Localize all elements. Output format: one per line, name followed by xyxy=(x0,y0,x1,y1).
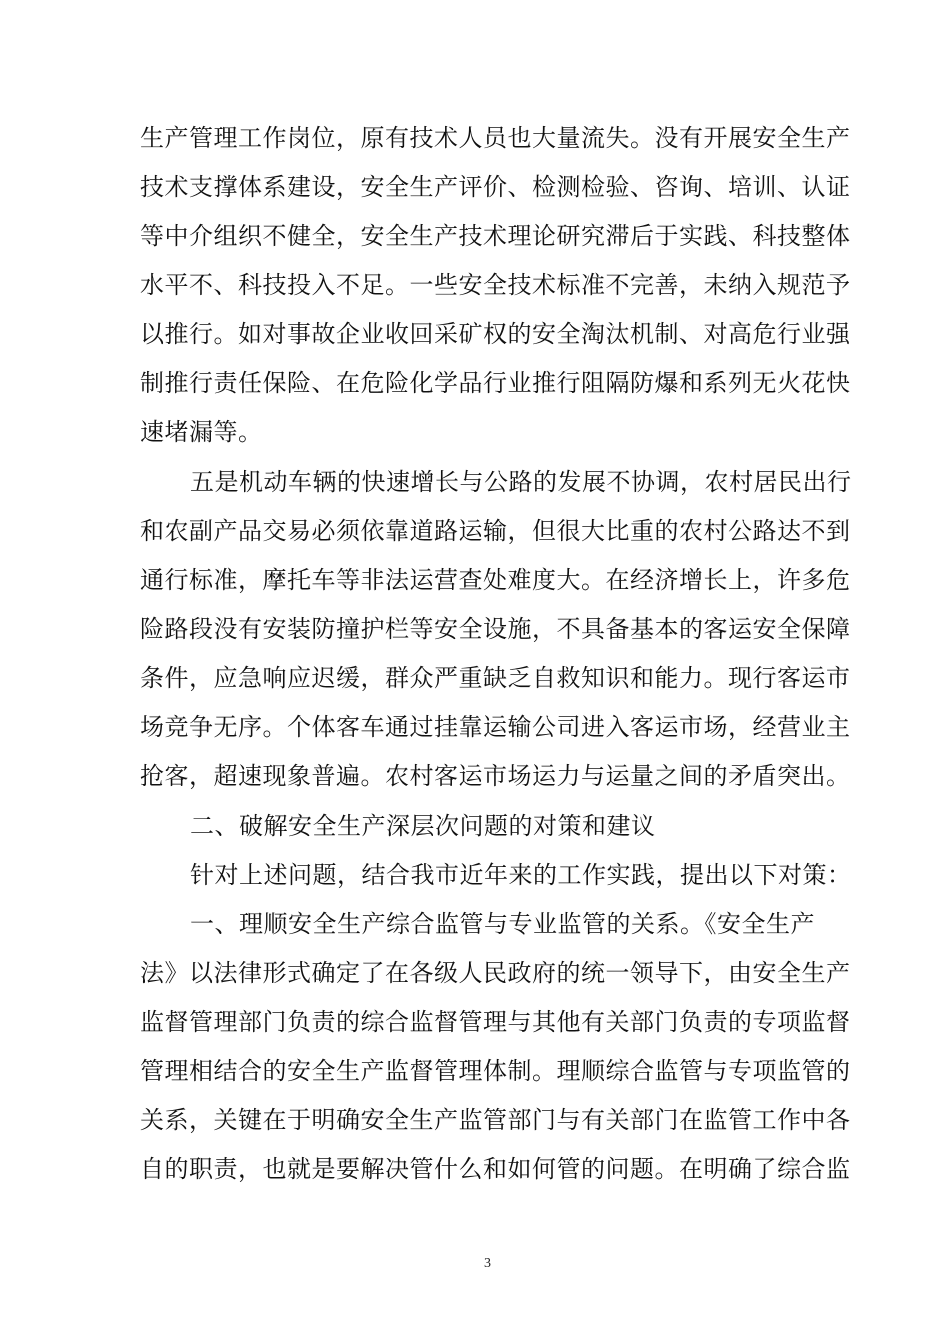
text-line: 以推行。如对事故企业收回采矿权的安全淘汰机制、对高危行业强 xyxy=(140,320,851,348)
text-line: 自的职责，也就是要解决管什么和如何管的问题。在明确了综合监 xyxy=(140,1155,851,1183)
text-line: 通行标准，摩托车等非法运营查处难度大。在经济增长上，许多危 xyxy=(140,566,851,594)
text-line: 管理相结合的安全生产监督管理体制。理顺综合监管与专项监管的 xyxy=(140,1057,851,1085)
text-line: 水平不、科技投入不足。一些安全技术标准不完善，未纳入规范予 xyxy=(140,271,851,299)
text-line: 和农副产品交易必须依靠道路运输，但很大比重的农村公路达不到 xyxy=(140,517,851,545)
paragraph-first-line: 五是机动车辆的快速增长与公路的发展不协调，农村居民出行 xyxy=(190,468,852,496)
text-line: 监督管理部门负责的综合监督管理与其他有关部门负责的专项监督 xyxy=(140,1008,851,1036)
text-line: 抢客，超速现象普遍。农村客运市场运力与运量之间的矛盾突出。 xyxy=(140,762,851,790)
text-line: 技术支撑体系建设，安全生产评价、检测检验、咨询、培训、认证 xyxy=(140,173,851,201)
paragraph-first-line: 一、理顺安全生产综合监管与专业监管的关系。《安全生产 xyxy=(190,910,815,938)
section-heading: 二、破解安全生产深层次问题的对策和建议 xyxy=(190,812,656,840)
text-line: 生产管理工作岗位，原有技术人员也大量流失。没有开展安全生产 xyxy=(140,124,851,152)
text-line: 等中介组织不健全，安全生产技术理论研究滞后于实践、科技整体 xyxy=(140,222,851,250)
text-line: 场竞争无序。个体客车通过挂靠运输公司进入客运市场，经营业主 xyxy=(140,713,851,741)
text-line: 制推行责任保险、在危险化学品行业推行阻隔防爆和系列无火花快 xyxy=(140,369,851,397)
paragraph-first-line: 针对上述问题，结合我市近年来的工作实践，提出以下对策： xyxy=(190,861,852,889)
page-number: 3 xyxy=(484,1256,491,1271)
text-line: 关系，关键在于明确安全生产监管部门与有关部门在监管工作中各 xyxy=(140,1106,851,1134)
text-line: 速堵漏等。 xyxy=(140,418,263,446)
text-line: 法》以法律形式确定了在各级人民政府的统一领导下，由安全生产 xyxy=(140,959,851,987)
text-line: 条件，应急响应迟缓，群众严重缺乏自救知识和能力。现行客运市 xyxy=(140,664,851,692)
text-line: 险路段没有安装防撞护栏等安全设施，不具备基本的客运安全保障 xyxy=(140,615,851,643)
